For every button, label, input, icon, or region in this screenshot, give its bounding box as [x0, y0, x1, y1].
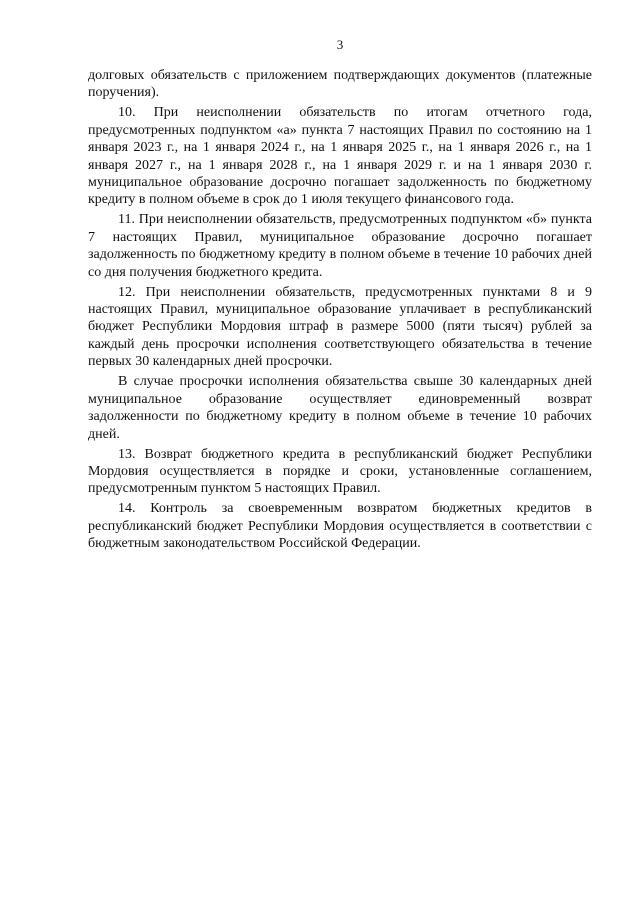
page-number: 3 — [336, 37, 344, 52]
paragraph-13: 13. Возврат бюджетного кредита в республиканский бюджет Республики Мордовия осуществляется в порядке и сроки, установленные соглашением, предусмотренным пунктом 5 настоящих Правил. — [88, 446, 592, 497]
paragraph-11: 11. При неисполнении обязательств, предусмотренных подпунктом «б» пункта 7 настоящих Правил, муниципальное образование досрочно погашает задолженность по бюджетному кредиту в полном объеме в течение 10 рабочих дней со дня получения бюджетного кредита. — [88, 212, 592, 280]
paragraph-10: 10. При неисполнении обязательств по итогам отчетного года, предусмотренных подпунктом «а» пункта 7 настоящих Правил по состоянию на 1 января 2023 г., на 1 января 2024 г., на 1 января 2025 г., на 1 января 2026 г., на 1 января 2027 г., на 1 января 2028 г., на 1 января 2029 г. и на 1 января 2030 г. муниципальное образование досрочно погашает задолженность по бюджетному кредиту в полном объеме в срок до 1 июля текущего финансового года. — [88, 105, 592, 208]
paragraph-12-overdue: В случае просрочки исполнения обязательства свыше 30 календарных дней муниципальное образование осуществляет единовременный возврат задолженности по бюджетному кредиту в полном объеме в течение 10 рабочих дней. — [88, 374, 592, 442]
document-body — [88, 67, 592, 555]
paragraph-14: 14. Контроль за своевременным возвратом бюджетных кредитов в республиканский бюджет Республики Мордовия осуществляется в соответствии с бюджетным законодательством Российской Федерации. — [88, 501, 592, 552]
paragraph-continuation: долговых обязательств с приложением подтверждающих документов (платежные поручения). — [88, 68, 592, 101]
paragraph-12: 12. При неисполнении обязательств, предусмотренных пунктами 8 и 9 настоящих Правил, муниципальное образование уплачивает в республиканский бюджет Республики Мордовия штраф в размере 5000 (пяти тысяч) рублей за каждый день просрочки исполнения соответствующего обязательства в течение первых 30 календарных дней просрочки. — [88, 284, 592, 370]
